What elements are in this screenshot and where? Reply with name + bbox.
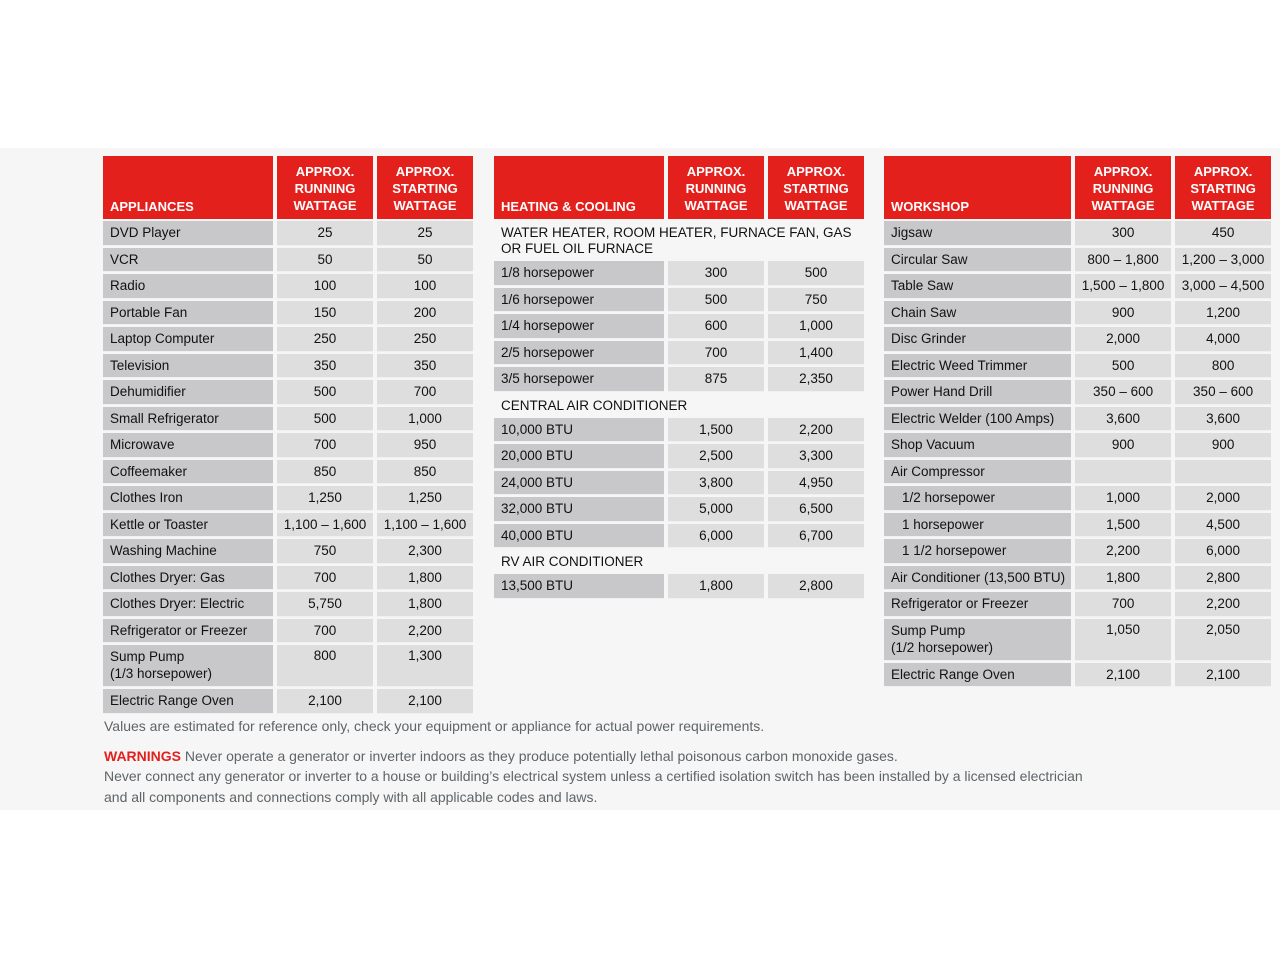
table-row	[884, 592, 1271, 617]
running-wattage-header: APPROX. RUNNING WATTAGE	[277, 156, 373, 219]
item-name: Microwave	[103, 433, 273, 458]
table-row	[884, 460, 1271, 485]
table-row	[103, 407, 473, 432]
item-name: Electric Range Oven	[103, 689, 273, 714]
starting-wattage-header: APPROX. STARTING WATTAGE	[377, 156, 473, 219]
table-row	[103, 301, 473, 326]
running-wattage-value: 25	[277, 221, 373, 246]
appliances-header-row	[103, 156, 473, 219]
running-wattage-value: 800	[277, 645, 373, 687]
starting-wattage-value: 2,800	[1175, 566, 1271, 591]
item-name-line: Sump Pump	[110, 649, 185, 664]
heating-cooling-panel	[490, 154, 868, 601]
table-row	[103, 539, 473, 564]
running-wattage-value: 1,000	[1075, 486, 1171, 511]
table-row	[884, 566, 1271, 591]
starting-wattage-value: 350 – 600	[1175, 380, 1271, 405]
table-row	[494, 314, 864, 339]
running-wattage-value: 500	[277, 380, 373, 405]
item-name: Disc Grinder	[884, 327, 1071, 352]
starting-wattage-value	[1175, 460, 1271, 485]
item-name: Air Conditioner (13,500 BTU)	[884, 566, 1071, 591]
item-name: Electric Weed Trimmer	[884, 354, 1071, 379]
running-wattage-header: APPROX. RUNNING WATTAGE	[668, 156, 764, 219]
item-name: Refrigerator or Freezer	[103, 619, 273, 644]
running-wattage-value: 2,500	[668, 444, 764, 469]
running-wattage-value: 350	[277, 354, 373, 379]
table-row	[103, 433, 473, 458]
starting-wattage-value: 1,200	[1175, 301, 1271, 326]
item-name-line: Sump Pump	[891, 622, 966, 638]
running-wattage-value: 150	[277, 301, 373, 326]
workshop-panel	[880, 154, 1275, 689]
starting-wattage-value: 1,300	[377, 645, 473, 687]
table-row	[884, 486, 1271, 511]
appliances-title: APPLIANCES	[103, 156, 273, 219]
warning-line	[104, 746, 1104, 767]
item-name: 10,000 BTU	[494, 418, 664, 443]
table-row	[103, 592, 473, 617]
table-row	[884, 327, 1271, 352]
item-name: Table Saw	[884, 274, 1071, 299]
starting-wattage-value: 200	[377, 301, 473, 326]
item-name: Refrigerator or Freezer	[884, 592, 1071, 617]
warnings-label: WARNINGS	[104, 747, 181, 764]
item-name: 40,000 BTU	[494, 524, 664, 549]
table-row	[884, 274, 1271, 299]
running-wattage-header: APPROX. RUNNING WATTAGE	[1075, 156, 1171, 219]
starting-wattage-value: 3,000 – 4,500	[1175, 274, 1271, 299]
heating-cooling-title: HEATING & COOLING	[494, 156, 664, 219]
running-wattage-value: 300	[668, 261, 764, 286]
table-row	[103, 619, 473, 644]
running-wattage-value	[1075, 460, 1171, 485]
item-name: Chain Saw	[884, 301, 1071, 326]
running-wattage-value: 900	[1075, 433, 1171, 458]
starting-wattage-value: 1,000	[377, 407, 473, 432]
item-name: 13,500 BTU	[494, 574, 664, 599]
table-row	[494, 444, 864, 469]
item-name: Electric Range Oven	[884, 663, 1071, 688]
running-wattage-value: 250	[277, 327, 373, 352]
item-name: Circular Saw	[884, 248, 1071, 273]
starting-wattage-value: 750	[768, 288, 864, 313]
item-name: 20,000 BTU	[494, 444, 664, 469]
table-row	[494, 261, 864, 286]
starting-wattage-value: 2,000	[1175, 486, 1271, 511]
running-wattage-value: 3,800	[668, 471, 764, 496]
starting-wattage-header: APPROX. STARTING WATTAGE	[1175, 156, 1271, 219]
starting-wattage-value: 500	[768, 261, 864, 286]
table-row	[103, 248, 473, 273]
item-name: 1 horsepower	[884, 513, 1071, 538]
table-row	[103, 327, 473, 352]
section-heading-row	[494, 221, 864, 259]
starting-wattage-value: 1,400	[768, 341, 864, 366]
heating-cooling-rows	[494, 221, 864, 599]
starting-wattage-value: 250	[377, 327, 473, 352]
table-row	[103, 380, 473, 405]
table-row	[103, 221, 473, 246]
item-name: 2/5 horsepower	[494, 341, 664, 366]
running-wattage-value: 1,800	[1075, 566, 1171, 591]
starting-wattage-value: 1,800	[377, 592, 473, 617]
table-row	[494, 574, 864, 599]
item-name: Clothes Iron	[103, 486, 273, 511]
table-row	[103, 486, 473, 511]
item-name: 32,000 BTU	[494, 497, 664, 522]
starting-wattage-value: 6,500	[768, 497, 864, 522]
running-wattage-value: 6,000	[668, 524, 764, 549]
starting-wattage-value: 350	[377, 354, 473, 379]
starting-wattage-value: 1,000	[768, 314, 864, 339]
warning-text-2: Never connect any generator or inverter to a house or building’s electrical system unless a certified isolation switch has been installed by a licensed electrician and all components and connections comply with all applicable codes and laws.	[104, 768, 1083, 805]
reference-note: Values are estimated for reference only, check your equipment or appliance for actual power requirements.	[104, 718, 765, 734]
running-wattage-value: 700	[277, 566, 373, 591]
item-name-detail: (1/2 horsepower)	[891, 639, 994, 655]
footnotes	[104, 716, 1104, 807]
item-name: Power Hand Drill	[884, 380, 1071, 405]
running-wattage-value: 3,600	[1075, 407, 1171, 432]
workshop-table	[880, 154, 1275, 689]
item-name: Clothes Dryer: Gas	[103, 566, 273, 591]
heating-cooling-table	[490, 154, 868, 601]
running-wattage-value: 2,000	[1075, 327, 1171, 352]
starting-wattage-header: APPROX. STARTING WATTAGE	[768, 156, 864, 219]
table-row	[884, 354, 1271, 379]
starting-wattage-value: 6,700	[768, 524, 864, 549]
table-row	[494, 341, 864, 366]
item-name: 1/2 horsepower	[884, 486, 1071, 511]
starting-wattage-value: 2,800	[768, 574, 864, 599]
running-wattage-value: 1,250	[277, 486, 373, 511]
running-wattage-value: 700	[1075, 592, 1171, 617]
running-wattage-value: 1,500	[1075, 513, 1171, 538]
table-row	[494, 288, 864, 313]
running-wattage-value: 2,100	[277, 689, 373, 714]
table-row	[884, 248, 1271, 273]
starting-wattage-value: 2,200	[768, 418, 864, 443]
item-name: Dehumidifier	[103, 380, 273, 405]
running-wattage-value: 600	[668, 314, 764, 339]
item-name: 1/6 horsepower	[494, 288, 664, 313]
item-name	[103, 645, 273, 687]
item-name: Kettle or Toaster	[103, 513, 273, 538]
table-row	[103, 645, 473, 687]
item-name: Air Compressor	[884, 460, 1071, 485]
section-heading: WATER HEATER, ROOM HEATER, FURNACE FAN, GAS OR FUEL OIL FURNACE	[501, 225, 852, 256]
starting-wattage-value: 2,200	[1175, 592, 1271, 617]
table-row	[103, 460, 473, 485]
item-name: VCR	[103, 248, 273, 273]
starting-wattage-value: 900	[1175, 433, 1271, 458]
running-wattage-value: 500	[1075, 354, 1171, 379]
item-name	[884, 619, 1071, 661]
item-name: Clothes Dryer: Electric	[103, 592, 273, 617]
starting-wattage-value: 4,500	[1175, 513, 1271, 538]
item-name: Radio	[103, 274, 273, 299]
item-name: 1/8 horsepower	[494, 261, 664, 286]
starting-wattage-value: 450	[1175, 221, 1271, 246]
section-heading: RV AIR CONDITIONER	[501, 554, 644, 569]
table-row	[884, 539, 1271, 564]
item-name: Television	[103, 354, 273, 379]
warning-text-1: Never operate a generator or inverter indoors as they produce potentially lethal poisonous carbon monoxide gases.	[181, 747, 898, 764]
item-name: Portable Fan	[103, 301, 273, 326]
starting-wattage-value: 3,600	[1175, 407, 1271, 432]
running-wattage-value: 1,500	[668, 418, 764, 443]
running-wattage-value: 100	[277, 274, 373, 299]
workshop-title: WORKSHOP	[884, 156, 1071, 219]
starting-wattage-value: 6,000	[1175, 539, 1271, 564]
table-row	[494, 471, 864, 496]
running-wattage-value: 1,800	[668, 574, 764, 599]
table-row	[884, 619, 1271, 661]
running-wattage-value: 50	[277, 248, 373, 273]
starting-wattage-value: 1,200 – 3,000	[1175, 248, 1271, 273]
table-row	[494, 497, 864, 522]
table-row	[103, 354, 473, 379]
appliances-rows	[103, 221, 473, 714]
item-name-detail: (1/3 horsepower)	[110, 666, 213, 681]
table-row	[103, 689, 473, 714]
starting-wattage-value: 25	[377, 221, 473, 246]
running-wattage-value: 700	[277, 619, 373, 644]
starting-wattage-value: 800	[1175, 354, 1271, 379]
heating-header-row	[494, 156, 864, 219]
table-row	[884, 433, 1271, 458]
starting-wattage-value: 1,100 – 1,600	[377, 513, 473, 538]
item-name: Small Refrigerator	[103, 407, 273, 432]
starting-wattage-value: 2,050	[1175, 619, 1271, 661]
running-wattage-value: 5,750	[277, 592, 373, 617]
running-wattage-value: 875	[668, 367, 764, 392]
section-heading-row	[494, 550, 864, 572]
running-wattage-value: 700	[277, 433, 373, 458]
item-name: Electric Welder (100 Amps)	[884, 407, 1071, 432]
starting-wattage-value: 850	[377, 460, 473, 485]
table-row	[494, 367, 864, 392]
running-wattage-value: 800 – 1,800	[1075, 248, 1171, 273]
workshop-rows	[884, 221, 1271, 687]
table-row	[103, 274, 473, 299]
item-name: Jigsaw	[884, 221, 1071, 246]
starting-wattage-value: 2,350	[768, 367, 864, 392]
item-name: 1 1/2 horsepower	[884, 539, 1071, 564]
running-wattage-value: 900	[1075, 301, 1171, 326]
table-row	[103, 566, 473, 591]
table-row	[884, 301, 1271, 326]
item-name: Washing Machine	[103, 539, 273, 564]
running-wattage-value: 700	[668, 341, 764, 366]
starting-wattage-value: 2,300	[377, 539, 473, 564]
running-wattage-value: 5,000	[668, 497, 764, 522]
running-wattage-value: 2,200	[1075, 539, 1171, 564]
starting-wattage-value: 2,200	[377, 619, 473, 644]
starting-wattage-value: 50	[377, 248, 473, 273]
item-name: Shop Vacuum	[884, 433, 1071, 458]
starting-wattage-value: 4,000	[1175, 327, 1271, 352]
appliances-panel	[99, 154, 477, 716]
item-name: 24,000 BTU	[494, 471, 664, 496]
item-name: Coffeemaker	[103, 460, 273, 485]
table-row	[884, 663, 1271, 688]
running-wattage-value: 500	[668, 288, 764, 313]
running-wattage-value: 2,100	[1075, 663, 1171, 688]
item-name: 1/4 horsepower	[494, 314, 664, 339]
starting-wattage-value: 1,800	[377, 566, 473, 591]
section-heading-row	[494, 394, 864, 416]
running-wattage-value: 350 – 600	[1075, 380, 1171, 405]
item-name: 3/5 horsepower	[494, 367, 664, 392]
running-wattage-value: 1,050	[1075, 619, 1171, 661]
starting-wattage-value: 100	[377, 274, 473, 299]
running-wattage-value: 300	[1075, 221, 1171, 246]
table-row	[494, 418, 864, 443]
starting-wattage-value: 2,100	[1175, 663, 1271, 688]
running-wattage-value: 750	[277, 539, 373, 564]
table-row	[884, 380, 1271, 405]
running-wattage-value: 850	[277, 460, 373, 485]
running-wattage-value: 1,100 – 1,600	[277, 513, 373, 538]
starting-wattage-value: 2,100	[377, 689, 473, 714]
table-row	[494, 524, 864, 549]
starting-wattage-value: 700	[377, 380, 473, 405]
table-row	[103, 513, 473, 538]
starting-wattage-value: 4,950	[768, 471, 864, 496]
workshop-header-row	[884, 156, 1271, 219]
item-name: DVD Player	[103, 221, 273, 246]
starting-wattage-value: 1,250	[377, 486, 473, 511]
appliances-table	[99, 154, 477, 716]
table-row	[884, 407, 1271, 432]
running-wattage-value: 500	[277, 407, 373, 432]
running-wattage-value: 1,500 – 1,800	[1075, 274, 1171, 299]
item-name: Laptop Computer	[103, 327, 273, 352]
section-heading: CENTRAL AIR CONDITIONER	[501, 397, 688, 413]
starting-wattage-value: 3,300	[768, 444, 864, 469]
table-row	[884, 513, 1271, 538]
starting-wattage-value: 950	[377, 433, 473, 458]
table-row	[884, 221, 1271, 246]
